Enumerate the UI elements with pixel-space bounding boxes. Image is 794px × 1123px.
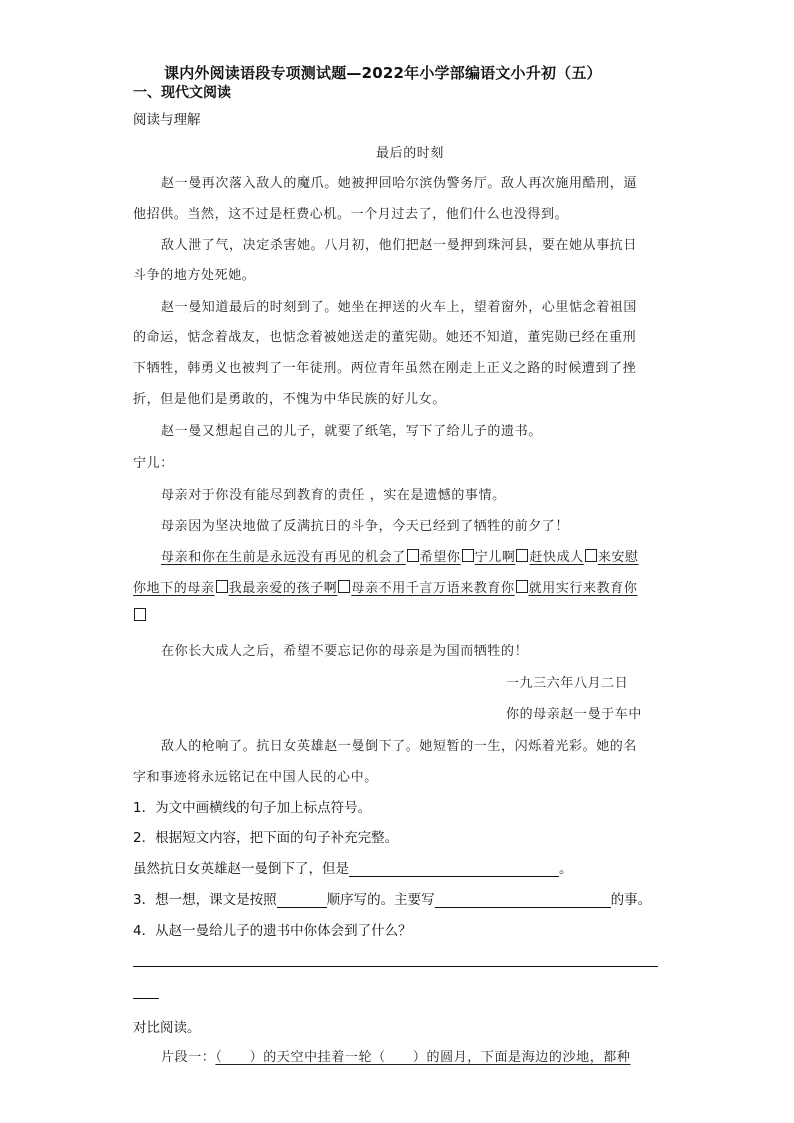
fragment-line: 片段一：（ ）的天空中挂着一轮（ ）的圆月，下面是海边的沙地，都种: [161, 1050, 631, 1065]
page-title: 课内外阅读语段专项测试题—2022年小学部编语文小升初（五）: [164, 64, 602, 82]
question-1: 1．为文中画横线的句子加上标点符号。: [133, 800, 372, 816]
question-4: 4．从赵一曼给儿子的遗书中你体会到了什么？: [133, 923, 412, 939]
underlined-sentence-line: 你地下的母亲 我最亲爱的孩子啊 母亲不用千言万语来教育你 就用实行来教育你: [133, 581, 638, 596]
underlined-sentence-line: [133, 608, 147, 624]
story-paragraph-line: 赵一曼知道最后的时刻到了。她坐在押送的火车上，望着窗外，心里惦念着祖国: [161, 300, 638, 315]
letter-salutation: 宁儿：: [133, 456, 174, 471]
punctuation-box[interactable]: [516, 580, 528, 593]
punctuation-box[interactable]: [338, 580, 350, 593]
story-paragraph-line: 赵一曼再次落入敌人的魔爪。她被押回哈尔滨伪警务厅。敌人再次施用酷刑，逼: [161, 176, 638, 191]
story-paragraph-line: 下牺牲，韩勇义也被判了一年徒刑。两位青年虽然在刚走上正义之路的时候遭到了挫: [133, 361, 637, 376]
question-2: 2．根据短文内容，把下面的句子补充完整。: [133, 830, 399, 846]
question-2-sentence: 虽然抗日女英雄赵一曼倒下了，但是 。: [133, 861, 573, 877]
letter-line: 在你长大成人之后，希望不要忘记你的母亲是为国而牺牲的！: [161, 644, 529, 659]
punctuation-box[interactable]: [407, 549, 419, 562]
question-3: 3．想一想，课文是按照 顺序写的。主要写 的事。: [133, 892, 652, 908]
punctuation-box[interactable]: [216, 580, 228, 593]
story-paragraph-line: 赵一曼又想起自己的儿子，就要了纸笔，写下了给儿子的遗书。: [161, 424, 542, 439]
answer-blank[interactable]: [435, 893, 611, 908]
letter-line: 母亲因为坚决地做了反满抗日的斗争，今天已经到了牺牲的前夕了！: [161, 519, 570, 534]
punctuation-box[interactable]: [134, 608, 146, 621]
story-paragraph-line: 折，但是他们是勇敢的，不愧为中华民族的好儿女。: [133, 392, 446, 407]
story-paragraph-line: 他招供。当然，这不过是枉费心机。一个月过去了，他们什么也没得到。: [133, 207, 569, 222]
answer-blank[interactable]: [277, 893, 327, 908]
letter-line: 母亲对于你没有能尽到教育的责任 ，实在是遗憾的事情。: [161, 488, 506, 503]
story-paragraph-line: 敌人泄了气，决定杀害她。八月初，他们把赵一曼押到珠河县，要在她从事抗日: [161, 238, 638, 253]
punctuation-box[interactable]: [516, 549, 528, 562]
section-heading: 一、现代文阅读: [133, 85, 231, 101]
story-paragraph-line: 字和事迹将永远铭记在中国人民的心中。: [133, 770, 378, 785]
punctuation-box[interactable]: [585, 549, 597, 562]
answer-line[interactable]: [133, 966, 658, 967]
compare-heading: 对比阅读。: [133, 1020, 201, 1036]
letter-signature: 你的母亲赵一曼于车中: [506, 707, 643, 722]
underlined-sentence-line: 母亲和你在生前是永远没有再见的机会了 希望你 宁儿啊 赶快成人 来安慰: [161, 550, 639, 565]
letter-date: 一九三六年八月二日: [506, 676, 629, 691]
story-paragraph-line: 的命运，惦念着战友，也惦念着被她送走的董宪勋。她还不知道，董宪勋已经在重刑: [133, 330, 637, 345]
subsection-heading: 阅读与理解: [133, 112, 201, 128]
punctuation-box[interactable]: [462, 549, 474, 562]
answer-blank[interactable]: [349, 862, 559, 877]
story-paragraph-line: 敌人的枪响了。抗日女英雄赵一曼倒下了。她短暂的一生，闪烁着光彩。她的名: [161, 739, 638, 754]
story-paragraph-line: 斗争的地方处死她。: [133, 268, 256, 283]
answer-line[interactable]: [133, 998, 159, 999]
story-title: 最后的时刻: [376, 146, 445, 161]
